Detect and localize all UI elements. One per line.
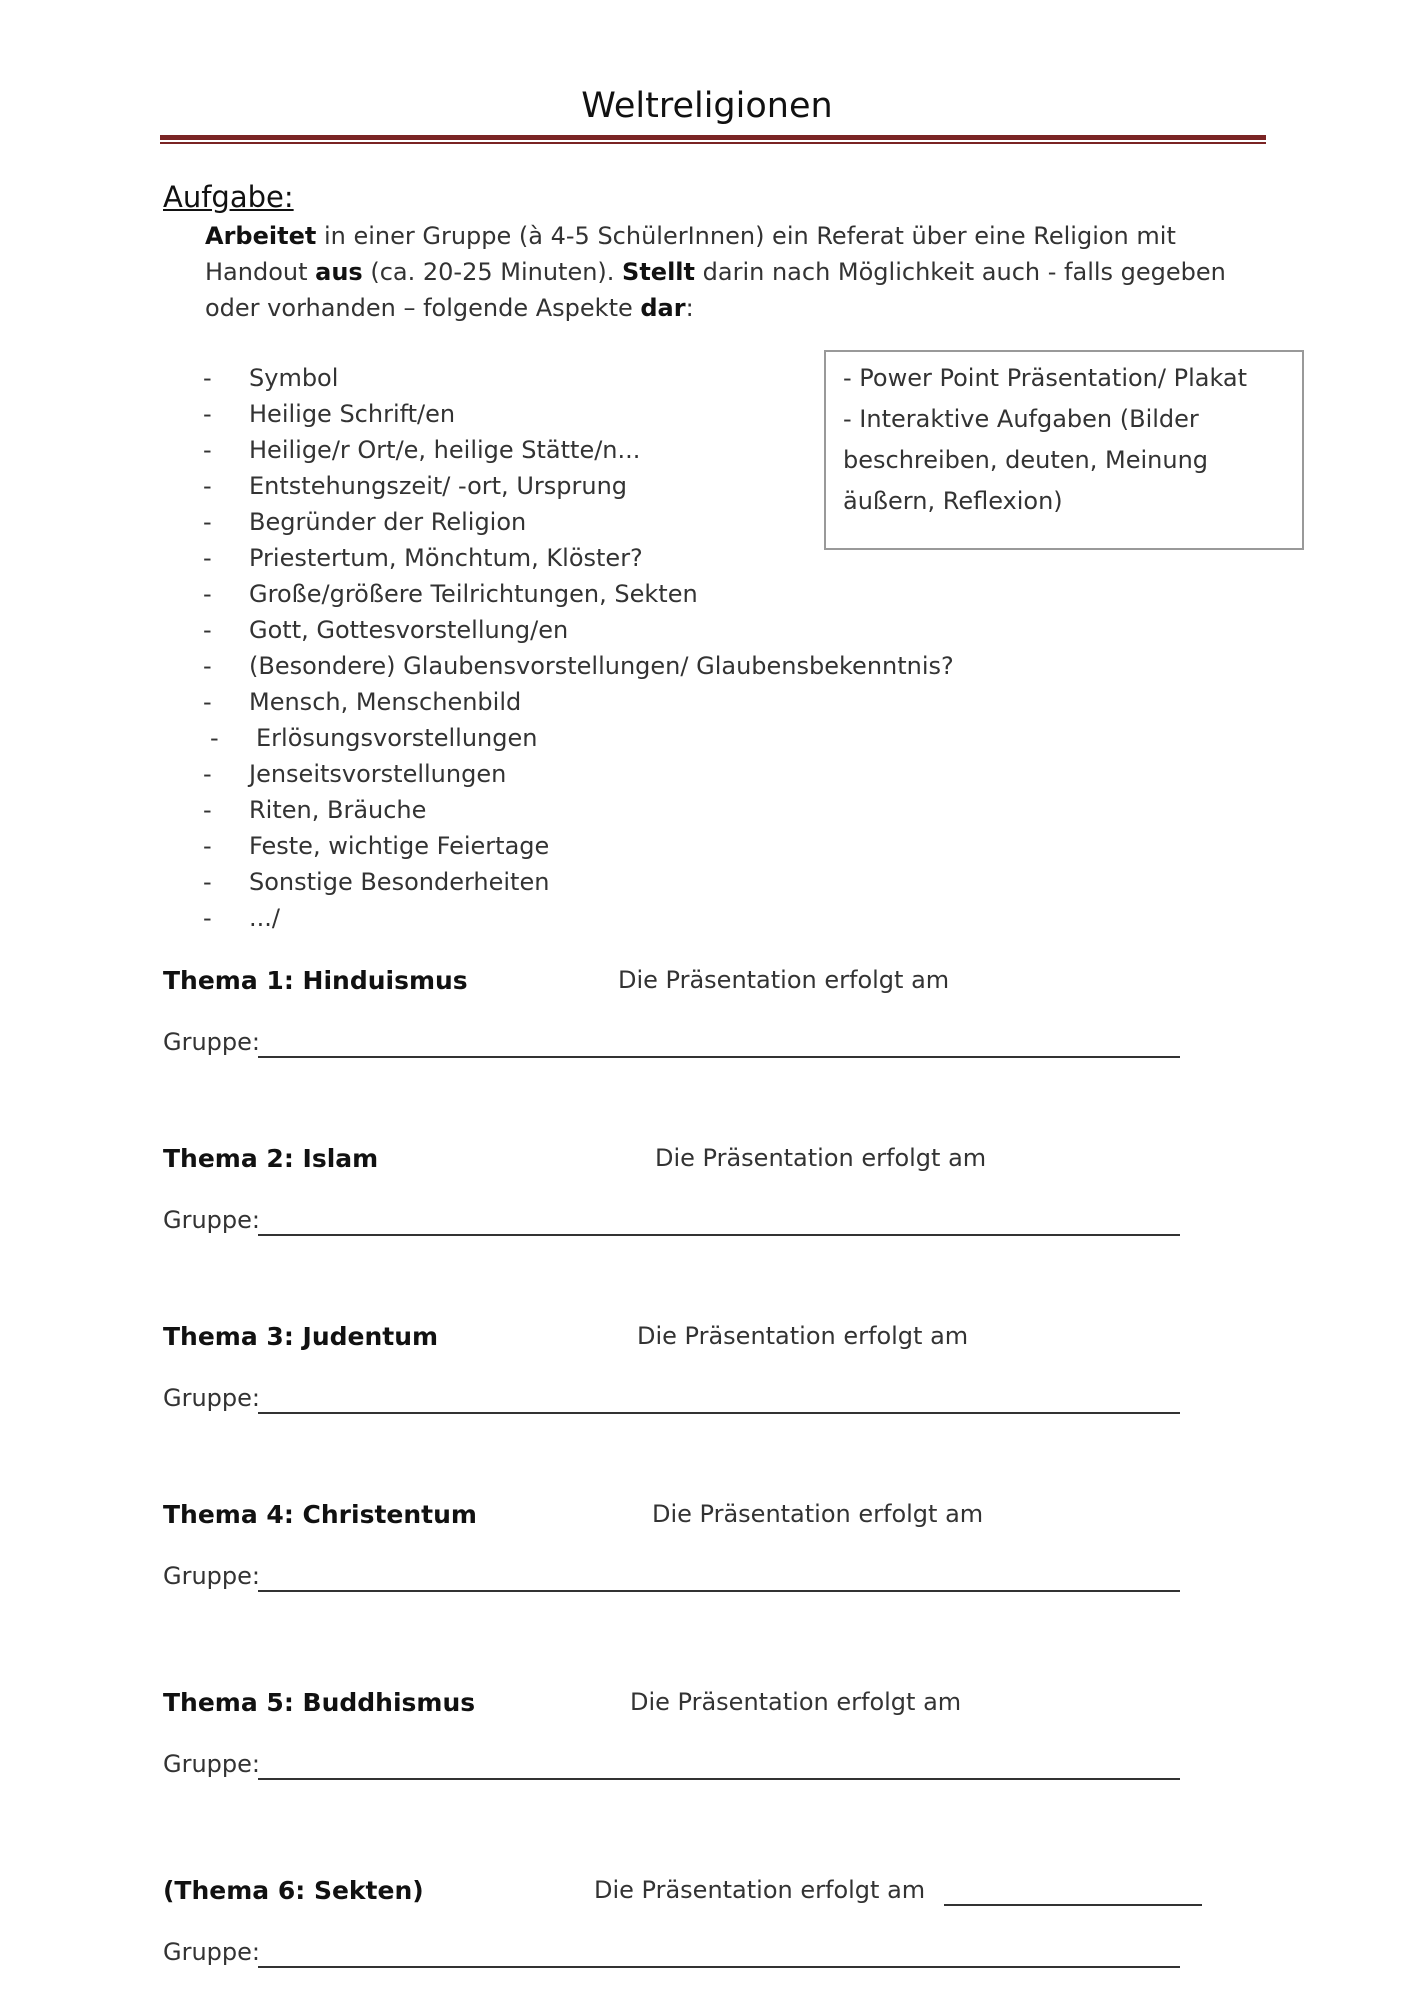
aspect-label: Erlösungsvorstellungen — [256, 724, 538, 752]
aspect-label: Begründer der Religion — [249, 508, 527, 536]
bullet-dash: - — [203, 436, 212, 464]
presentation-date-label: Die Präsentation erfolgt am — [594, 1876, 926, 1904]
group-label: Gruppe: — [163, 1384, 260, 1412]
list-item — [203, 796, 426, 824]
bullet-dash: - — [203, 400, 212, 428]
bullet-dash: - — [203, 616, 212, 644]
topic-title: Thema 3: Judentum — [163, 1322, 439, 1351]
bullet-dash: - — [203, 580, 212, 608]
bullet-dash: - — [203, 796, 212, 824]
bullet-dash: - — [203, 688, 212, 716]
intro-text: in einer Gruppe (à 4-5 SchülerInnen) ein Referat über eine Religion mit — [316, 222, 1176, 250]
aspect-label: Symbol — [249, 364, 339, 392]
aspect-label: Riten, Bräuche — [249, 796, 427, 824]
aspect-label: Heilige Schrift/en — [249, 400, 456, 428]
aspect-label: Sonstige Besonderheiten — [249, 868, 550, 896]
list-item — [203, 580, 698, 608]
topic-title: Thema 2: Islam — [163, 1144, 379, 1173]
task-heading: Aufgabe: — [163, 180, 294, 214]
media-line: - Power Point Präsentation/ Plakat — [843, 364, 1248, 392]
bullet-dash: - — [203, 364, 212, 392]
aspect-label: Priestertum, Mönchtum, Klöster? — [249, 544, 643, 572]
aspect-label: Große/größere Teilrichtungen, Sekten — [249, 580, 698, 608]
media-line: - Interaktive Aufgaben (Bilder — [843, 405, 1199, 433]
intro-verb: dar — [640, 294, 686, 322]
group-input-line[interactable] — [258, 1412, 1180, 1414]
bullet-dash: - — [203, 904, 212, 932]
presentation-date-label: Die Präsentation erfolgt am — [630, 1688, 962, 1716]
group-label: Gruppe: — [163, 1028, 260, 1056]
bullet-dash: - — [210, 724, 219, 752]
task-intro-line-1 — [205, 222, 1176, 250]
group-input-line[interactable] — [258, 1590, 1180, 1592]
intro-text: oder vorhanden – folgende Aspekte — [205, 294, 641, 322]
title-rule-thin — [160, 142, 1266, 144]
list-item — [203, 508, 526, 536]
intro-verb: Arbeitet — [205, 222, 317, 250]
intro-text: (ca. 20-25 Minuten). — [362, 258, 623, 286]
presentation-date-label: Die Präsentation erfolgt am — [652, 1500, 984, 1528]
group-input-line[interactable] — [258, 1778, 1180, 1780]
group-label: Gruppe: — [163, 1206, 260, 1234]
presentation-date-label: Die Präsentation erfolgt am — [637, 1322, 969, 1350]
list-item — [203, 688, 521, 716]
group-label: Gruppe: — [163, 1938, 260, 1966]
bullet-dash: - — [203, 868, 212, 896]
intro-text: : — [685, 294, 694, 322]
media-line: beschreiben, deuten, Meinung — [843, 446, 1209, 474]
list-item — [203, 904, 280, 932]
intro-text: Handout — [205, 258, 316, 286]
task-intro-line-3 — [205, 294, 694, 322]
bullet-dash: - — [203, 652, 212, 680]
bullet-dash: - — [203, 508, 212, 536]
list-item — [203, 544, 643, 572]
title-rule-thick — [160, 135, 1266, 140]
page-title: Weltreligionen — [581, 86, 833, 126]
aspect-label: Heilige/r Ort/e, heilige Stätte/n... — [249, 436, 641, 464]
bullet-dash: - — [203, 472, 212, 500]
list-item — [203, 472, 627, 500]
list-item — [203, 436, 640, 464]
presentation-date-input-line[interactable] — [944, 1904, 1202, 1906]
aspect-label: Gott, Gottesvorstellung/en — [249, 616, 569, 644]
list-item — [210, 724, 537, 752]
list-item — [203, 616, 568, 644]
topic-title: Thema 4: Christentum — [163, 1500, 477, 1529]
group-input-line[interactable] — [258, 1056, 1180, 1058]
presentation-date-label: Die Präsentation erfolgt am — [618, 966, 950, 994]
topic-title: Thema 5: Buddhismus — [163, 1688, 476, 1717]
list-item — [203, 400, 455, 428]
group-input-line[interactable] — [258, 1966, 1180, 1968]
topic-title: Thema 1: Hinduismus — [163, 966, 468, 995]
list-item — [203, 364, 338, 392]
group-input-line[interactable] — [258, 1234, 1180, 1236]
presentation-date-label: Die Präsentation erfolgt am — [655, 1144, 987, 1172]
list-item — [203, 760, 506, 788]
list-item — [203, 652, 954, 680]
bullet-dash: - — [203, 544, 212, 572]
group-label: Gruppe: — [163, 1562, 260, 1590]
bullet-dash: - — [203, 832, 212, 860]
aspect-label: Mensch, Menschenbild — [249, 688, 522, 716]
media-line: äußern, Reflexion) — [843, 487, 1063, 515]
list-item — [203, 832, 549, 860]
list-item — [203, 868, 549, 896]
group-label: Gruppe: — [163, 1750, 260, 1778]
bullet-dash: - — [203, 760, 212, 788]
intro-verb: aus — [315, 258, 363, 286]
intro-verb: Stellt — [622, 258, 696, 286]
aspect-label: Entstehungszeit/ -ort, Ursprung — [249, 472, 628, 500]
aspect-label: Jenseitsvorstellungen — [249, 760, 507, 788]
task-intro-line-2 — [205, 258, 1226, 286]
topic-title: (Thema 6: Sekten) — [163, 1876, 424, 1905]
intro-text: darin nach Möglichkeit auch - falls gegeben — [695, 258, 1226, 286]
aspect-label: (Besondere) Glaubensvorstellungen/ Glaubensbekenntnis? — [249, 652, 954, 680]
aspect-label: .../ — [249, 904, 280, 932]
aspect-label: Feste, wichtige Feiertage — [249, 832, 550, 860]
